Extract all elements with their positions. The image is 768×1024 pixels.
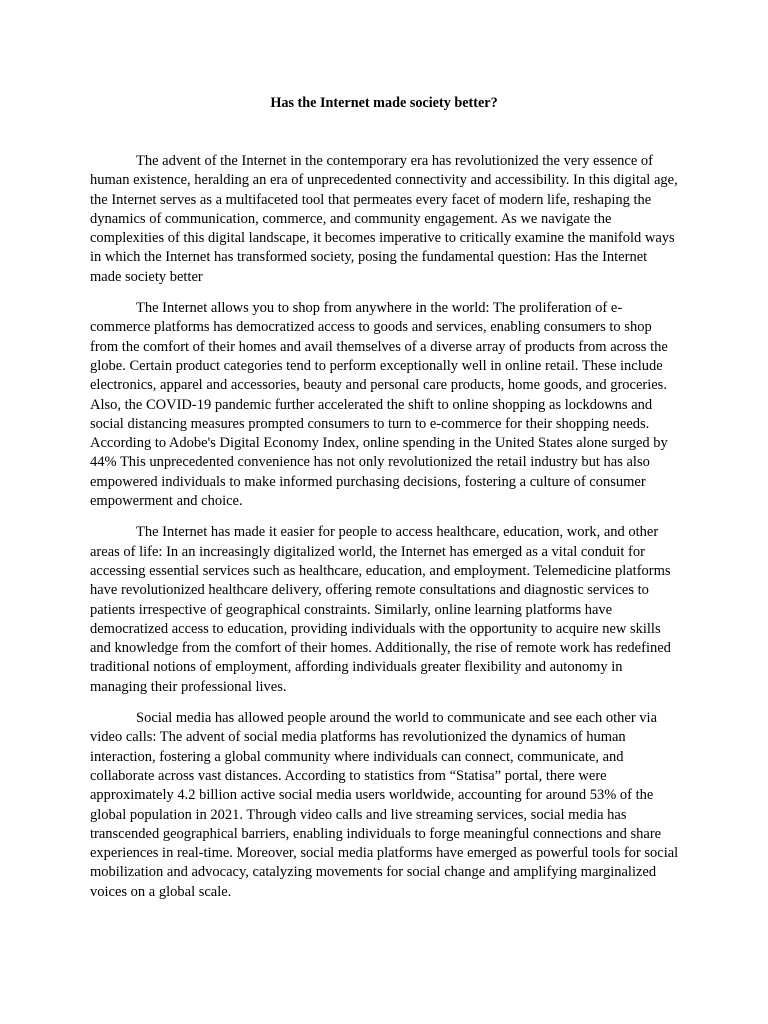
paragraph-access-services: The Internet has made it easier for people to access healthcare, education, work, and other areas of life: In an increasingly digitalized world, the Internet has emerged as a vital conduit for accessing essential services such as healthcare, education, and employment. Telemedicine platforms have revolutionized healthcare delivery, offering remote consultations and diagnostic services to patients irrespective of geographical constraints. Similarly, online learning platforms have democratized access to education, providing individuals with the opportunity to acquire new skills and knowledge from the comfort of their homes. Additionally, the rise of remote work has redefined traditional notions of employment, affording individuals greater flexibility and autonomy in managing their professional lives. <box>90 524 671 695</box>
paragraph-introduction: The advent of the Internet in the contemporary era has revolutionized the very essence of human existence, heralding an era of unprecedented connectivity and accessibility. In this digital age, the Internet serves as a multifaceted tool that permeates every facet of modern life, reshaping the dynamics of communication, commerce, and community engagement. As we navigate the complexities of this digital landscape, it becomes imperative to critically examine the manifold ways in which the Internet has transformed society, posing the fundamental question: Has the Internet made society better <box>90 153 678 285</box>
paragraph-online-shopping: The Internet allows you to shop from anywhere in the world: The proliferation of e-commerce platforms has democratized access to goods and services, enabling consumers to shop from the comfort of their homes and avail themselves of a diverse array of products from across the globe. Certain product categories tend to perform exceptionally well in online retail. These include electronics, apparel and accessories, beauty and personal care products, home goods, and groceries. Also, the COVID-19 pandemic further accelerated the shift to online shopping as lockdowns and social distancing measures prompted consumers to turn to e-commerce for their shopping needs. According to Adobe's Digital Economy Index, online spending in the United States alone surged by 44% This unprecedented convenience has not only revolutionized the retail industry but has also empowered individuals to make informed purchasing decisions, fostering a culture of consumer empowerment and choice. <box>90 300 668 510</box>
paragraph-social-media: Social media has allowed people around the world to communicate and see each other via video calls: The advent of social media platforms has revolutionized the dynamics of human interaction, fostering a global community where individuals can connect, communicate, and collaborate across vast distances. According to statistics from “Statisa” portal, there were approximately 4.2 billion active social media users worldwide, accounting for around 53% of the global population in 2021. Through video calls and live streaming services, social media has transcended geographical barriers, enabling individuals to forge meaningful connections and share experiences in real-time. Moreover, social media platforms have emerged as powerful tools for social mobilization and advocacy, catalyzing movements for social change and amplifying marginalized voices on a global scale. <box>90 710 679 900</box>
document-title: Has the Internet made society better? <box>270 95 498 111</box>
document-body <box>90 152 682 914</box>
